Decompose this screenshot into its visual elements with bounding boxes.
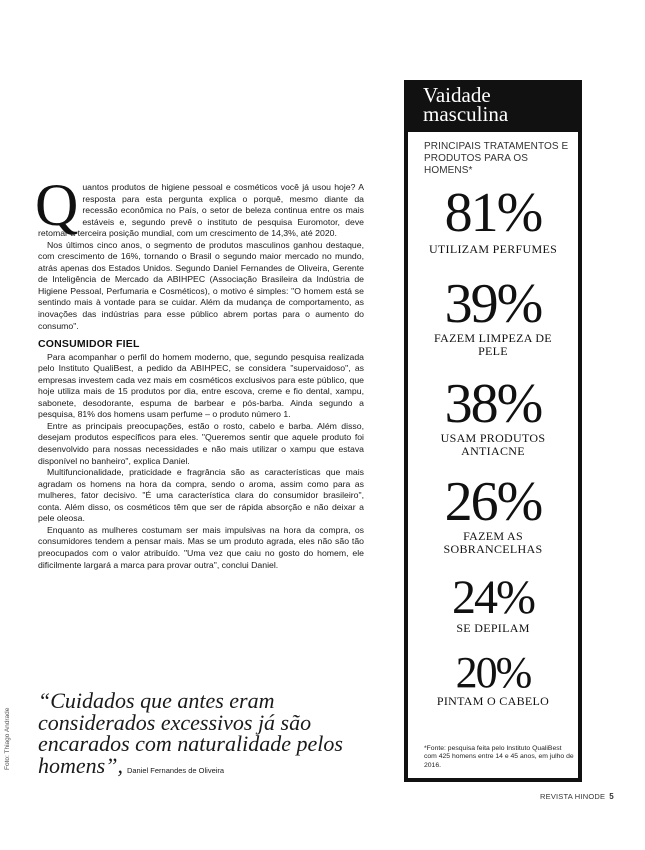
- stat-label: SE DEPILAM: [456, 621, 530, 635]
- stat-label: USAM PRODUTOS ANTIACNE: [440, 431, 546, 458]
- sidebar-subtitle: PRINCIPAIS TRATAMENTOS E PRODUTOS PARA OS HOMENS*: [424, 141, 569, 176]
- magazine-name: REVISTA HINODE: [540, 792, 606, 801]
- lead-text: uantos produtos de higiene pessoal e cosméticos você já usou hoje? A resposta para esta pergunta explica o porquê, mesmo diante da recessão econômica no País, o setor de beleza continua entre os mais estáveis e, segundo prevê o instituto de pesquisa Euromotor, deve retomar a terceira posição mundial, com um crescimento de 14,3%, até 2020.: [38, 182, 364, 239]
- page-footer: [540, 792, 614, 801]
- pull-quote: [38, 690, 368, 781]
- stat-value: 38%: [444, 373, 542, 435]
- article-paragraph: Para acompanhar o perfil do homem moderno, que, segundo pesquisa realizada pelo Instituto QualiBest, a pedido da ABIHPEC, se considera "supervaidoso", as empresas investem cada vez mais em cosméticos exclusivos para este público, que hoje utiliza mais de 15 produtos por dia, entre escova, creme e fio dental, xampu, sabonete, desodorante, espuma de barbear e pós-barba. Ainda segundo a pesquisa, 81% dos homens usam perfume – o produto número 1.: [38, 351, 364, 420]
- stat-label: UTILIZAM PERFUMES: [428, 242, 558, 256]
- source-note: *Fonte: pesquisa feita pelo Instituto QualiBest com 425 homens entre 14 e 45 anos, em julho de 2016.: [424, 744, 574, 769]
- stat-item: [408, 182, 578, 256]
- article-body: [35, 172, 364, 571]
- article-paragraph: [35, 172, 364, 240]
- pull-quote-text: “Cuidados que antes eram considerados excessivos já são encarados com naturalidade pelos homens”,: [38, 688, 343, 778]
- article-paragraph: Nos últimos cinco anos, o segmento de produtos masculinos ganhou destaque, com crescimento de 16%, tornando o Brasil o segundo maior mercado no mundo, atrás apenas dos Estados Unidos. Segundo Daniel Fernandes de Oliveira, Gerente de Inteligência de Mercado da ABIHPEC (Associação Brasileira da Indústria de Higiene Pessoal, Perfumaria e Cosméticos), o motivo é simples: "O homem está se sentindo mais à vontade para se cuidar. Além da mudança de comportamento, as inovações das indústrias para esse público abrem portas para o aumento do consumo".: [38, 239, 364, 331]
- photo-credit: Foto: Thiago Andrade: [4, 707, 11, 770]
- sidebar-title: [407, 80, 579, 132]
- article-paragraph: Enquanto as mulheres costumam ser mais impulsivas na hora da compra, os consumidores tendem a pensar mais. Mas se um produto agrada, eles não são tão preocupados com o valor atribuído. "Uma vez que caiu no gosto do homem, ele dificilmente largará a marca para provar outra", conclui Daniel.: [38, 524, 364, 570]
- article-paragraph: Multifuncionalidade, praticidade e fragrância são as características que mais agradam os homens na hora da compra, sendo o aroma, assim como para as mulheres, fator decisivo. "É uma característica clara do consumidor brasileiro", conta. Além disso, os cosméticos têm que ser de rápida absorção e não deixar a pele oleosa.: [38, 467, 364, 524]
- stat-item: [408, 471, 578, 556]
- stat-label: PINTAM O CABELO: [436, 694, 550, 708]
- stat-value: 20%: [455, 648, 531, 697]
- stat-value: 39%: [444, 273, 542, 335]
- sidebar-title-line: Vaidade: [423, 83, 491, 107]
- stat-label: FAZEM AS SOBRANCELHAS: [443, 529, 543, 556]
- stat-value: 81%: [444, 182, 542, 244]
- stat-label: FAZEM LIMPEZA DE PELE: [434, 331, 552, 358]
- stats-sidebar: [404, 80, 582, 782]
- sidebar-title-line: masculina: [423, 102, 509, 126]
- stat-value: 26%: [444, 471, 542, 533]
- stat-item: [408, 648, 578, 708]
- stats-list: [408, 182, 578, 708]
- drop-cap: Q: [35, 172, 79, 238]
- section-heading: CONSUMIDOR FIEL: [38, 338, 140, 351]
- stat-item: [408, 273, 578, 358]
- pull-quote-author: Daniel Fernandes de Oliveira: [126, 765, 225, 775]
- stat-item: [408, 373, 578, 458]
- stat-value: 24%: [452, 571, 534, 624]
- article-paragraph: Entre as principais preocupações, estão o rosto, cabelo e barba. Além disso, desejam produtos específicos para eles. "Queremos sentir que aquele produto foi desenvolvido para nossas necessidades e não mais utilizar o xampu que estava disponível no banheiro", explica Daniel.: [38, 420, 364, 466]
- page-number: 5: [609, 792, 614, 801]
- stat-item: [408, 571, 578, 635]
